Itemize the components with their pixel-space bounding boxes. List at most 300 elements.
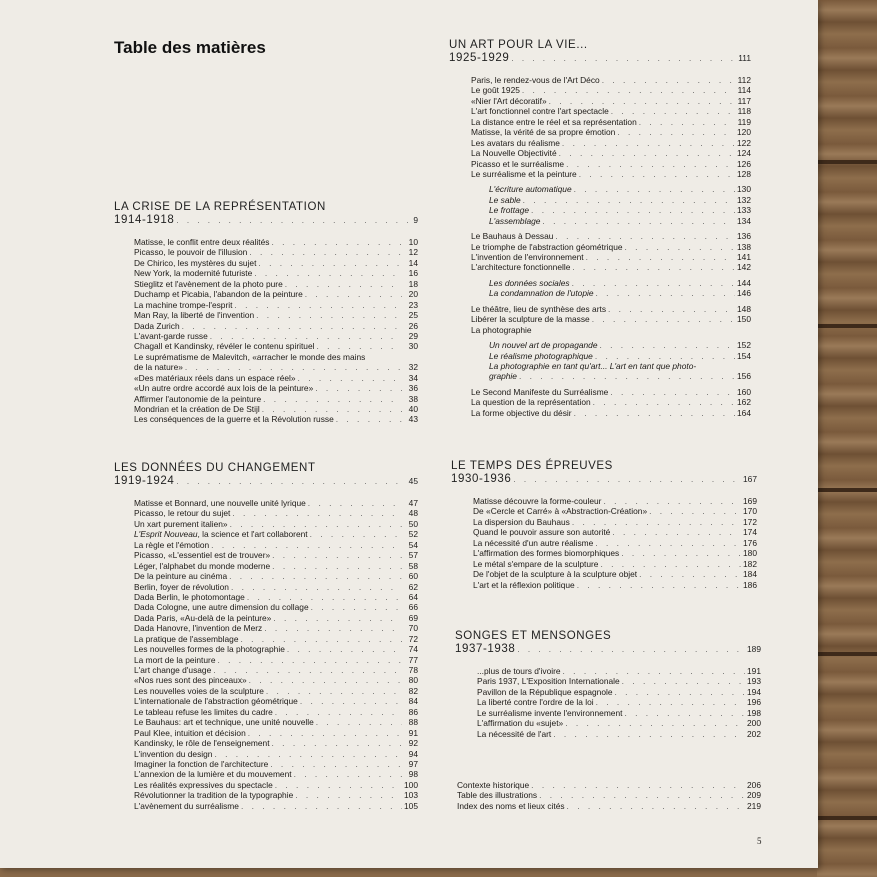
dot-leader bbox=[300, 696, 402, 706]
dot-leader bbox=[229, 571, 402, 581]
section-period: 1937-1938 bbox=[455, 643, 516, 655]
toc-entry-title: Chagall et Kandinsky, révéler le contenu spirituel bbox=[134, 341, 315, 352]
toc-entry-page: 16 bbox=[408, 268, 418, 279]
toc-entry-page: 141 bbox=[737, 252, 751, 262]
toc-entry bbox=[449, 340, 751, 350]
toc-entry-title: La question de la représentation bbox=[471, 397, 591, 408]
dot-leader bbox=[624, 708, 745, 718]
toc-entry bbox=[449, 138, 751, 148]
toc-entry bbox=[451, 538, 757, 548]
toc-entry bbox=[449, 387, 751, 397]
dot-leader bbox=[217, 655, 402, 665]
toc-entry-title: L'avant-garde russe bbox=[134, 330, 208, 341]
toc-entry-title: Mondrian et la création de De Stijl bbox=[134, 404, 260, 414]
dot-leader bbox=[539, 790, 745, 800]
toc-entry-title: Matisse, le conflit entre deux réalités bbox=[134, 237, 270, 247]
dot-leader bbox=[254, 268, 402, 278]
dot-leader bbox=[258, 258, 402, 268]
toc-entry-title: Les nouvelles voies de la sculpture bbox=[134, 685, 264, 696]
dot-leader bbox=[272, 550, 402, 560]
toc-entry-page: 23 bbox=[408, 299, 418, 310]
section-title: UN ART POUR LA VIE... bbox=[449, 39, 588, 51]
dot-leader bbox=[262, 404, 402, 414]
toc-entry-title: Duchamp et Picabia, l'abandon de la peinture bbox=[134, 289, 303, 300]
toc-entry-title: Le goût 1925 bbox=[471, 85, 520, 96]
dot-leader bbox=[185, 362, 402, 372]
toc-entry bbox=[114, 321, 418, 331]
toc-entry bbox=[114, 769, 418, 779]
toc-entry-title: Matisse, la vérité de sa propre émotion bbox=[471, 127, 616, 138]
section-title: LE TEMPS DES ÉPREUVES bbox=[451, 460, 613, 472]
dot-leader bbox=[622, 676, 745, 686]
dot-leader bbox=[316, 341, 402, 351]
toc-entry-page: 118 bbox=[737, 106, 751, 117]
dot-leader bbox=[264, 623, 402, 633]
toc-entry bbox=[449, 96, 751, 106]
dot-leader bbox=[232, 508, 402, 518]
toc-entry-page: 193 bbox=[747, 676, 761, 687]
toc-entry-page: 20 bbox=[408, 289, 418, 300]
dot-leader bbox=[555, 231, 735, 241]
toc-entry-page: 152 bbox=[737, 340, 751, 351]
toc-entry-title: «Nos rues sont des pinceaux» bbox=[134, 675, 247, 686]
toc-entry-title: Man Ray, la liberté de l'invention bbox=[134, 310, 255, 321]
toc-entry-page: 58 bbox=[408, 560, 418, 571]
toc-entry bbox=[114, 561, 418, 571]
toc-entry-page: 88 bbox=[408, 717, 418, 728]
toc-entry-title: Dada Cologne, une autre dimension du collage bbox=[134, 602, 309, 613]
toc-entry-page: 124 bbox=[737, 148, 751, 159]
toc-entry bbox=[451, 548, 757, 558]
toc-entry-title: L'art change d'usage bbox=[134, 665, 212, 675]
toc-entry-title: Matisse et Bonnard, une nouvelle unité lyrique bbox=[134, 498, 306, 508]
toc-entry-page: 100 bbox=[404, 779, 418, 790]
toc-entry bbox=[449, 325, 751, 335]
toc-entry bbox=[114, 686, 418, 696]
toc-entry-title: L'architecture fonctionnelle bbox=[471, 262, 571, 273]
toc-entry bbox=[449, 216, 751, 226]
dot-leader bbox=[513, 473, 741, 486]
toc-entry-page: 77 bbox=[408, 654, 418, 665]
toc-entry-page: 156 bbox=[737, 371, 751, 382]
toc-entry-title: Pavillon de la République espagnole bbox=[477, 686, 613, 697]
toc-entry-title: Picasso, le pouvoir de l'illusion bbox=[134, 247, 248, 258]
toc-entry-title: Le métal s'empare de la sculpture bbox=[473, 558, 599, 569]
dot-leader bbox=[285, 279, 402, 289]
section-period-row bbox=[449, 52, 751, 65]
toc-entry-page: 64 bbox=[408, 591, 418, 602]
toc-entry bbox=[114, 268, 418, 278]
toc-entry-title: Paul Klee, intuition et décision bbox=[134, 727, 246, 738]
toc-entry bbox=[451, 559, 757, 569]
dot-leader bbox=[612, 527, 741, 537]
toc-entry-page: 80 bbox=[408, 675, 418, 686]
dot-leader bbox=[311, 602, 402, 612]
toc-entry-title: La condamnation de l'utopie bbox=[489, 288, 594, 299]
dot-leader bbox=[625, 242, 735, 252]
toc-entry bbox=[114, 540, 418, 550]
toc-entry-page: 25 bbox=[408, 310, 418, 321]
toc-entry-title: Les nouvelles formes de la photographie bbox=[134, 644, 285, 655]
dot-leader bbox=[249, 675, 402, 685]
toc-entry-title: Les réalités expressives du spectacle bbox=[134, 779, 273, 790]
dot-leader bbox=[234, 300, 402, 310]
dot-leader bbox=[275, 780, 402, 790]
toc-entry bbox=[449, 117, 751, 127]
section-page: 9 bbox=[413, 215, 418, 225]
toc-entry-title: Le Bauhaus à Dessau bbox=[471, 231, 554, 242]
toc-entry-title: De Chirico, les mystères du sujet bbox=[134, 257, 257, 268]
toc-entry-title: «Un autre ordre accordé aux lois de la peinture» bbox=[134, 383, 314, 394]
toc-entry bbox=[114, 644, 418, 654]
toc-entry-page: 66 bbox=[408, 602, 418, 613]
dot-leader bbox=[287, 644, 402, 654]
toc-entry bbox=[114, 738, 418, 748]
toc-entry-title: Paris 1937, L'Exposition Internationale bbox=[477, 676, 620, 687]
toc-entry-title: Picasso, le retour du sujet bbox=[134, 508, 231, 519]
toc-entry-page: 133 bbox=[737, 205, 751, 216]
dot-leader bbox=[241, 634, 403, 644]
dot-leader bbox=[271, 237, 402, 247]
toc-entry bbox=[455, 718, 761, 728]
toc-entry-title: L'invention du design bbox=[134, 748, 213, 759]
page-number: 5 bbox=[757, 836, 762, 846]
toc-entry bbox=[449, 184, 751, 194]
dot-leader bbox=[249, 247, 402, 257]
toc-entry bbox=[114, 383, 418, 393]
section-period-row bbox=[114, 214, 418, 227]
toc-entry-title: La Nouvelle Objectivité bbox=[471, 148, 557, 159]
toc-entry bbox=[449, 278, 751, 288]
dot-leader bbox=[523, 195, 735, 205]
toc-entry-page: 10 bbox=[408, 237, 418, 247]
dot-leader bbox=[522, 85, 735, 95]
toc-entry bbox=[114, 394, 418, 404]
dot-leader bbox=[214, 749, 402, 759]
toc-entry-title: Le surréalisme invente l'environnement bbox=[477, 707, 623, 718]
toc-entry bbox=[114, 675, 418, 685]
section-period: 1914-1918 bbox=[114, 214, 175, 226]
toc-entry-page: 62 bbox=[408, 581, 418, 592]
dot-leader bbox=[615, 687, 746, 697]
toc-entry bbox=[451, 569, 757, 579]
toc-entry-page: 98 bbox=[408, 769, 418, 780]
toc-entry-title: L'avènement du surréalisme bbox=[134, 800, 239, 811]
toc-entry bbox=[114, 550, 418, 560]
toc-entry-title: «Des matériaux réels dans un espace réel» bbox=[134, 372, 296, 383]
dot-leader bbox=[231, 582, 402, 592]
toc-entry bbox=[457, 790, 761, 800]
toc-entry-title: L'affirmation du «sujet» bbox=[477, 718, 564, 729]
dot-leader bbox=[310, 529, 402, 539]
toc-entry bbox=[114, 613, 418, 623]
dot-leader bbox=[294, 769, 402, 779]
dot-leader bbox=[176, 214, 411, 227]
toc-entry bbox=[114, 508, 418, 518]
toc-entry bbox=[114, 362, 418, 372]
toc-entry-page: 86 bbox=[408, 706, 418, 717]
toc-entry-page: 60 bbox=[408, 571, 418, 582]
toc-entry bbox=[457, 801, 761, 811]
wood-background bbox=[817, 0, 877, 877]
toc-entry-title: Table des illustrations bbox=[457, 790, 538, 801]
toc-entry bbox=[449, 361, 751, 371]
toc-entry-page: 69 bbox=[408, 612, 418, 623]
toc-entry-page: 200 bbox=[747, 718, 761, 729]
toc-entry-page: 132 bbox=[737, 194, 751, 205]
toc-entry-page: 206 bbox=[747, 780, 761, 790]
toc-entry-title: De l'objet de la sculpture à la sculpture objet bbox=[473, 569, 638, 580]
toc-entry-page: 136 bbox=[737, 231, 751, 242]
dot-leader bbox=[639, 569, 741, 579]
toc-entry-page: 29 bbox=[408, 330, 418, 341]
section-title: LA CRISE DE LA REPRÉSENTATION bbox=[114, 201, 326, 213]
toc-entry-title: L'Esprit Nouveau, la science et l'art collaborent bbox=[134, 529, 308, 540]
toc-entry-title: Paris, le rendez-vous de l'Art Déco bbox=[471, 75, 600, 85]
toc-entry-title: Dada Paris, «Au-delà de la peinture» bbox=[134, 612, 272, 623]
toc-entry-page: 119 bbox=[737, 116, 751, 127]
dot-leader bbox=[617, 127, 735, 137]
toc-entry bbox=[114, 404, 418, 414]
dot-leader bbox=[574, 408, 735, 418]
dot-leader bbox=[572, 517, 741, 527]
toc-entry-page: 120 bbox=[737, 127, 751, 138]
dot-leader bbox=[579, 169, 735, 179]
toc-entry-page: 162 bbox=[737, 397, 751, 408]
toc-entry-title: Le Bauhaus: art et technique, une unité nouvelle bbox=[134, 717, 314, 728]
toc-entry-title: Le sable bbox=[489, 194, 521, 205]
toc-entry bbox=[451, 527, 757, 537]
toc-entry-title: de la nature» bbox=[134, 362, 183, 373]
toc-entry-page: 52 bbox=[408, 529, 418, 540]
toc-entry-page: 26 bbox=[408, 320, 418, 331]
toc-entry-title: ...plus de tours d'ivoire bbox=[477, 666, 561, 676]
toc-entry-page: 134 bbox=[737, 215, 751, 226]
toc-entry-title: Stieglitz et l'avènement de la photo pure bbox=[134, 278, 283, 289]
toc-entry bbox=[114, 300, 418, 310]
dot-leader bbox=[519, 371, 735, 381]
dot-leader bbox=[272, 561, 402, 571]
toc-entry bbox=[455, 687, 761, 697]
dot-leader bbox=[266, 686, 402, 696]
toc-entry-page: 84 bbox=[408, 696, 418, 707]
dot-leader bbox=[270, 759, 402, 769]
toc-entry bbox=[455, 676, 761, 686]
toc-entry-page: 48 bbox=[408, 508, 418, 519]
toc-entry bbox=[451, 517, 757, 527]
toc-entry-title: «Nier l'Art décoratif» bbox=[471, 95, 547, 106]
toc-entry-page: 169 bbox=[743, 496, 757, 506]
dot-leader bbox=[639, 117, 735, 127]
toc-entry-page: 70 bbox=[408, 623, 418, 634]
toc-entry-page: 130 bbox=[737, 184, 751, 195]
dot-leader bbox=[574, 184, 735, 194]
section-annexes bbox=[457, 780, 761, 811]
dot-leader bbox=[272, 738, 402, 748]
toc-entry bbox=[449, 351, 751, 361]
dot-leader bbox=[593, 397, 735, 407]
section-period-row bbox=[114, 475, 418, 488]
toc-entry bbox=[114, 289, 418, 299]
toc-entry-title: Dada Berlin, le photomontage bbox=[134, 591, 245, 602]
page-title: Table des matières bbox=[114, 38, 266, 57]
toc-entry-title: Le triomphe de l'abstraction géométrique bbox=[471, 241, 623, 252]
toc-entry bbox=[449, 127, 751, 137]
toc-entry-title: Les conséquences de la guerre et la Révolution russe bbox=[134, 414, 334, 425]
dot-leader bbox=[565, 718, 745, 728]
dot-leader bbox=[308, 498, 402, 508]
toc-entry bbox=[114, 592, 418, 602]
section-page: 45 bbox=[408, 476, 418, 486]
toc-entry-title: Révolutionner la tradition de la typographie bbox=[134, 790, 294, 801]
toc-entry bbox=[449, 195, 751, 205]
toc-entry-title: L'assemblage bbox=[489, 215, 541, 226]
toc-entry bbox=[449, 371, 751, 381]
section-epreuves bbox=[451, 460, 757, 590]
toc-entry bbox=[455, 729, 761, 739]
toc-entry-title: La nécessité de l'art bbox=[477, 728, 552, 739]
toc-entry-page: 38 bbox=[408, 393, 418, 404]
toc-entry bbox=[114, 529, 418, 539]
toc-entry-title: La liberté contre l'ordre de la loi bbox=[477, 697, 594, 708]
toc-entry bbox=[114, 749, 418, 759]
toc-entry bbox=[449, 106, 751, 116]
toc-entry-page: 91 bbox=[408, 727, 418, 738]
dot-leader bbox=[298, 373, 402, 383]
toc-entry-page: 209 bbox=[747, 790, 761, 801]
section-art-vie bbox=[449, 39, 751, 418]
dot-leader bbox=[610, 387, 735, 397]
toc-entry-page: 198 bbox=[747, 707, 761, 718]
toc-entry-page: 128 bbox=[737, 168, 751, 179]
dot-leader bbox=[241, 801, 402, 811]
toc-entry bbox=[114, 310, 418, 320]
toc-entry-page: 176 bbox=[743, 537, 757, 548]
toc-entry-title: Le Second Manifeste du Surréalisme bbox=[471, 386, 609, 397]
toc-entry-page: 144 bbox=[737, 277, 751, 288]
toc-entry-title: Kandinsky, le rôle de l'enseignement bbox=[134, 738, 270, 749]
toc-entry-page: 160 bbox=[737, 386, 751, 397]
toc-entry bbox=[114, 728, 418, 738]
toc-entry bbox=[449, 262, 751, 272]
toc-entry bbox=[449, 159, 751, 169]
dot-leader bbox=[256, 310, 402, 320]
section-crise bbox=[114, 201, 418, 425]
toc-entry-page: 47 bbox=[408, 498, 418, 508]
toc-entry-title: L'invention de l'environnement bbox=[471, 252, 584, 262]
toc-entry-title: Un xart purement italien» bbox=[134, 518, 228, 529]
toc-entry-page: 92 bbox=[408, 738, 418, 749]
toc-entry bbox=[114, 414, 418, 424]
toc-entry-page: 50 bbox=[408, 518, 418, 529]
dot-leader bbox=[600, 340, 736, 350]
toc-entry bbox=[114, 665, 418, 675]
section-title: LES DONNÉES DU CHANGEMENT bbox=[114, 462, 316, 474]
section-period: 1930-1936 bbox=[451, 473, 512, 485]
toc-entry-title: New York, la modernité futuriste bbox=[134, 268, 253, 279]
toc-entry-title: L'écriture automatique bbox=[489, 184, 572, 195]
toc-entry-title: L'internationale de l'abstraction géométrique bbox=[134, 696, 298, 707]
dot-leader bbox=[210, 331, 402, 341]
toc-entry-page: 174 bbox=[743, 527, 757, 538]
dot-leader bbox=[211, 540, 402, 550]
dot-leader bbox=[572, 262, 735, 272]
toc-entry-title: Affirmer l'autonomie de la peinture bbox=[134, 393, 262, 404]
toc-entry-page: 112 bbox=[737, 75, 751, 85]
section-period-row bbox=[451, 473, 757, 486]
toc-entry-page: 146 bbox=[737, 288, 751, 299]
dot-leader bbox=[542, 216, 735, 226]
toc-entry bbox=[114, 498, 418, 508]
toc-entry-page: 12 bbox=[408, 247, 418, 258]
toc-entry bbox=[449, 231, 751, 241]
toc-entry-page: 184 bbox=[743, 569, 757, 580]
toc-entry bbox=[114, 373, 418, 383]
dot-leader bbox=[316, 717, 402, 727]
dot-leader bbox=[531, 780, 745, 790]
dot-leader bbox=[611, 106, 735, 116]
section-page: 167 bbox=[743, 474, 757, 484]
dot-leader bbox=[602, 75, 735, 85]
dot-leader bbox=[315, 383, 402, 393]
toc-entry-page: 103 bbox=[404, 790, 418, 801]
toc-entry-page: 18 bbox=[408, 278, 418, 289]
toc-entry-title: Libérer la sculpture de la masse bbox=[471, 314, 590, 325]
toc-entry-page: 57 bbox=[408, 550, 418, 561]
toc-entry-title: Les avatars du réalisme bbox=[471, 137, 560, 148]
toc-entry-page: 54 bbox=[408, 539, 418, 550]
toc-entry-title: Dada Zurich bbox=[134, 320, 180, 331]
toc-entry bbox=[449, 314, 751, 324]
toc-entry-page: 150 bbox=[737, 314, 751, 325]
toc-entry-title: L'art fonctionnel contre l'art spectacle bbox=[471, 106, 609, 117]
toc-entry-title: Le réalisme photographique bbox=[489, 350, 593, 361]
toc-entry bbox=[455, 666, 761, 676]
toc-entry-title: L'affirmation des formes biomorphiques bbox=[473, 548, 620, 559]
toc-entry-page: 30 bbox=[408, 341, 418, 352]
dot-leader bbox=[247, 592, 402, 602]
section-page: 111 bbox=[738, 53, 751, 63]
section-period-row bbox=[455, 643, 761, 656]
dot-leader bbox=[649, 506, 741, 516]
dot-leader bbox=[295, 790, 402, 800]
toc-entry-title: L'annexion de la lumière et du mouvement bbox=[134, 769, 292, 780]
toc-entry bbox=[449, 242, 751, 252]
toc-entry bbox=[449, 408, 751, 418]
toc-entry bbox=[449, 169, 751, 179]
toc-entry bbox=[455, 708, 761, 718]
toc-entry bbox=[449, 75, 751, 85]
toc-entry-page: 82 bbox=[408, 685, 418, 696]
toc-entry-title: Le suprématisme de Malevitch, «arracher le monde des mains bbox=[134, 351, 366, 362]
toc-entry bbox=[114, 717, 418, 727]
toc-entry-title: La photographie bbox=[471, 324, 532, 335]
dot-leader bbox=[182, 321, 402, 331]
toc-entry-page: 122 bbox=[737, 137, 751, 148]
toc-entry-title: Le tableau refuse les limites du cadre bbox=[134, 706, 273, 717]
toc-entry-page: 219 bbox=[747, 800, 761, 811]
toc-entry-title: La machine trompe-l'esprit bbox=[134, 299, 233, 310]
toc-entry-page: 180 bbox=[743, 548, 757, 559]
dot-leader bbox=[586, 252, 735, 262]
toc-entry-page: 170 bbox=[743, 506, 757, 517]
toc-entry-page: 43 bbox=[408, 414, 418, 425]
toc-entry-title: Le théâtre, lieu de synthèse des arts bbox=[471, 303, 607, 314]
toc-entry-page: 36 bbox=[408, 383, 418, 394]
toc-entry-page: 186 bbox=[743, 579, 757, 590]
dot-leader bbox=[263, 394, 402, 404]
section-songes bbox=[455, 630, 761, 739]
